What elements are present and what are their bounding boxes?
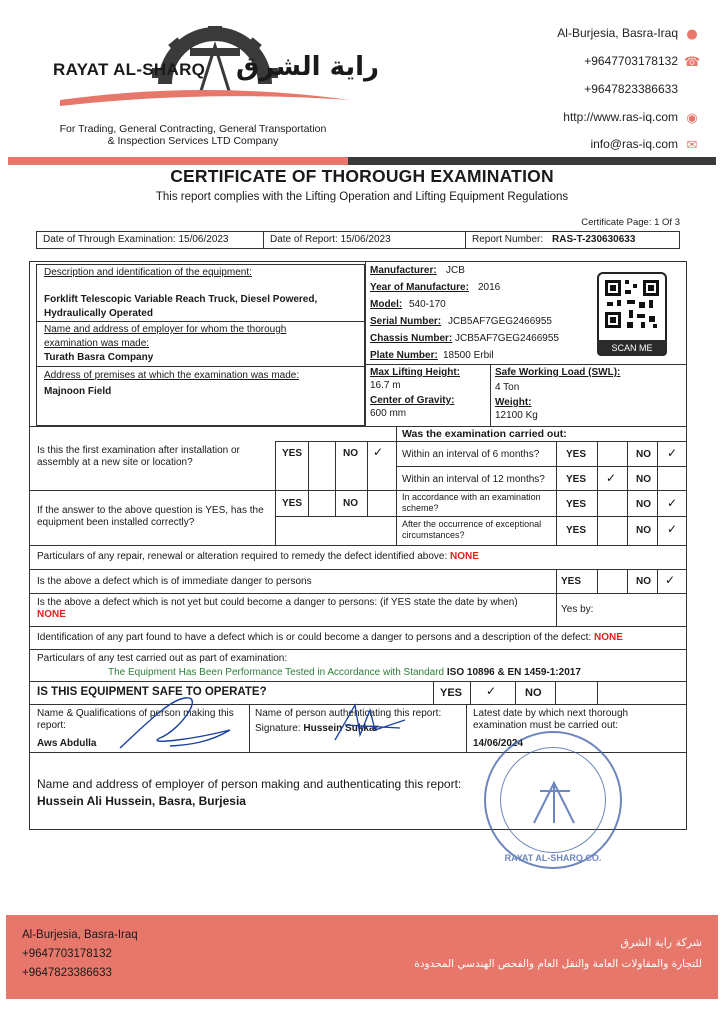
header-address: Al-Burjesia, Basra-Iraq — [557, 26, 678, 40]
carried-out-heading: Was the examination carried out: — [402, 428, 567, 440]
identification-label: Identification of any part found to have a defect which is or could become a danger to persons and a description of the defect: — [37, 632, 592, 643]
tests-row — [108, 667, 581, 679]
interval-6-no[interactable]: NO — [636, 449, 651, 460]
interval-12-yes-check: ✓ — [606, 471, 617, 485]
q1-no-check: ✓ — [373, 445, 384, 459]
certificate-title: CERTIFICATE OF THOROUGH EXAMINATION — [170, 166, 554, 186]
mail-icon: ✉ — [686, 138, 698, 153]
logo-latin: RAYAT AL-SHARQ — [53, 60, 206, 79]
premises-label: Address of premises at which the examination was made: — [44, 370, 300, 381]
future-danger-label: Is the above a defect which is not yet but could become a danger to persons: (if YES state the date by when) — [37, 597, 518, 608]
plate-value: 18500 Erbil — [443, 350, 494, 361]
header-divider — [8, 157, 716, 165]
company-stamp — [484, 731, 622, 869]
signature-hussein — [330, 700, 410, 745]
header-phone2: +9647823386633 — [584, 82, 678, 96]
desc-value-1: Forklift Telescopic Variable Reach Truck, Diesel Powered, — [44, 294, 318, 305]
interval-12-no[interactable]: NO — [636, 474, 651, 485]
model-value: 540-170 — [409, 299, 446, 310]
future-danger-row — [37, 597, 537, 621]
report-number-label: Report Number: — [472, 234, 544, 245]
exam-date: Date of Through Examination: 15/06/2023 — [43, 234, 229, 245]
tests-standard: ISO 10896 & EN 1459-1:2017 — [446, 667, 581, 678]
serial-label: Serial Number: — [370, 316, 442, 327]
header-phone1: +9647703178132 — [584, 54, 678, 68]
max-height-label: Max Lifting Height: — [370, 367, 460, 378]
safe-yes-check: ✓ — [486, 684, 497, 698]
scan-me-label: SCAN ME — [597, 340, 667, 356]
tests-value: The Equipment Has Been Performance Tested in Accordance with Standard — [108, 667, 445, 678]
qr-code-icon — [599, 276, 665, 332]
identification-row — [37, 632, 623, 644]
scheme-no-check: ✓ — [667, 496, 678, 510]
swl-value: 4 Ton — [495, 382, 520, 393]
exceptional-no-check: ✓ — [667, 522, 678, 536]
report-number: RAS-T-230630633 — [552, 234, 636, 245]
employer-label-2: examination was made: — [44, 338, 150, 349]
yes-by-label: Yes by: — [561, 604, 594, 615]
future-danger-value: NONE — [37, 609, 66, 620]
phone-icon: ☎ — [684, 55, 701, 70]
auth-signature-label: Signature: — [255, 723, 301, 734]
cog-label: Center of Gravity: — [370, 395, 455, 406]
footer-band — [6, 915, 718, 999]
model-label: Model: — [370, 299, 403, 310]
interval-12-label: Within an interval of 12 months? — [402, 474, 545, 485]
report-date: Date of Report: 15/06/2023 — [270, 234, 391, 245]
footer-arabic-tagline: للتجارة والمقاولات العامة والنقل العام والفحص الهندسي المحدودة — [414, 958, 702, 970]
header-website[interactable]: http://www.ras-iq.com — [563, 110, 678, 124]
immediate-no[interactable]: NO — [636, 576, 651, 587]
footer-address: Al-Burjesia, Basra-Iraq — [22, 929, 138, 941]
cog-value: 600 mm — [370, 408, 407, 419]
company-tagline: For Trading, General Contracting, General Transportation & Inspection Services LTD Company — [59, 123, 327, 147]
q2-no[interactable]: NO — [343, 498, 358, 509]
footer-phone2: +9647823386633 — [22, 967, 112, 979]
weight-value: 12100 Kg — [495, 410, 538, 421]
location-pin-icon: ● — [686, 27, 698, 42]
chassis-value: JCB5AF7GEG2466955 — [455, 333, 559, 344]
q1-yes[interactable]: YES — [282, 448, 303, 459]
manufacturer-value: JCB — [446, 265, 465, 276]
weight-label: Weight: — [495, 397, 532, 408]
year-label: Year of Manufacture: — [370, 282, 469, 293]
scheme-yes[interactable]: YES — [566, 499, 587, 510]
repair-label: Particulars of any repair, renewal or alteration required to remedy the defect identified above: — [37, 551, 448, 562]
interval-6-no-check: ✓ — [667, 446, 678, 460]
year-value: 2016 — [478, 282, 501, 293]
next-exam-label: Latest date by which next thorough examination must be carried out: — [473, 708, 629, 731]
repair-row — [37, 551, 479, 563]
exceptional-no[interactable]: NO — [636, 525, 651, 536]
logo-arabic: راية الشرق — [236, 52, 380, 82]
premises-value: Majnoon Field — [44, 386, 112, 397]
stamp-pumpjack-icon — [526, 773, 582, 829]
exceptional-label: After the occurrence of exceptional circumstances? — [402, 519, 542, 540]
qualification-label: Name & Qualifications of person making this report: — [37, 708, 234, 731]
safe-no[interactable]: NO — [525, 687, 542, 699]
scheme-label: In accordance with an examination scheme? — [402, 492, 541, 513]
certificate-page: Certificate Page: 1 Of 3 — [581, 217, 680, 228]
chassis-label: Chassis Number: — [370, 333, 453, 344]
auth-value: Hussein Sukkar — [303, 723, 379, 734]
repair-value: NONE — [450, 551, 479, 562]
employer-label-1: Name and address of employer for whom the thorough — [44, 324, 287, 335]
question-first-exam: Is this the first examination after installation or assembly at a new site or location? — [37, 445, 240, 468]
serial-value: JCB5AF7GEG2466955 — [448, 316, 552, 327]
final-employer-label: Name and address of employer of person making and authenticating this report: — [37, 777, 462, 791]
exceptional-yes[interactable]: YES — [566, 525, 587, 536]
desc-label: Description and identification of the equipment: — [44, 267, 252, 278]
footer-phone1: +9647703178132 — [22, 948, 112, 960]
employer-value: Turath Basra Company — [44, 352, 154, 363]
globe-icon: ◉ — [686, 111, 698, 126]
interval-6-label: Within an interval of 6 months? — [402, 449, 540, 460]
interval-6-yes[interactable]: YES — [566, 449, 587, 460]
scheme-no[interactable]: NO — [636, 499, 651, 510]
q1-no[interactable]: NO — [343, 448, 358, 459]
header-email[interactable]: info@ras-iq.com — [590, 137, 678, 151]
immediate-no-check: ✓ — [665, 573, 676, 587]
max-height-value: 16.7 m — [370, 380, 401, 391]
swl-label: Safe Working Load (SWL): — [495, 367, 621, 378]
q2-yes[interactable]: YES — [282, 498, 303, 509]
manufacturer-label: Manufacturer: — [370, 265, 437, 276]
identification-value: NONE — [594, 632, 623, 643]
safe-yes[interactable]: YES — [440, 687, 463, 699]
immediate-yes[interactable]: YES — [561, 576, 582, 587]
logo-swoosh-icon — [60, 86, 350, 112]
next-exam-date: 14/06/2024 — [473, 738, 524, 749]
qualification-value: Aws Abdulla — [37, 738, 97, 749]
stamp-text: RAYAT AL-SHARQ CO. — [504, 853, 602, 863]
interval-12-yes[interactable]: YES — [566, 474, 587, 485]
final-employer-value: Hussein Ali Hussein, Basra, Burjesia — [37, 794, 246, 808]
certificate-subtitle: This report complies with the Lifting Operation and Lifting Equipment Regulations — [155, 191, 569, 203]
desc-value-2: Hydraulically Operated — [44, 308, 153, 319]
tests-label: Particulars of any test carried out as part of examination: — [37, 653, 288, 664]
immediate-danger-label: Is the above a defect which is of immediate danger to persons — [37, 576, 312, 587]
safe-to-operate-label: IS THIS EQUIPMENT SAFE TO OPERATE? — [37, 686, 267, 698]
question-installed-correctly: If the answer to the above question is YES, has the equipment been installed correctly? — [37, 505, 264, 528]
signature-aws — [110, 690, 250, 755]
plate-label: Plate Number: — [370, 350, 438, 361]
auth-label: Name of person authenticating this report: — [255, 708, 442, 719]
footer-arabic-name: شركة راية الشرق — [620, 936, 702, 949]
